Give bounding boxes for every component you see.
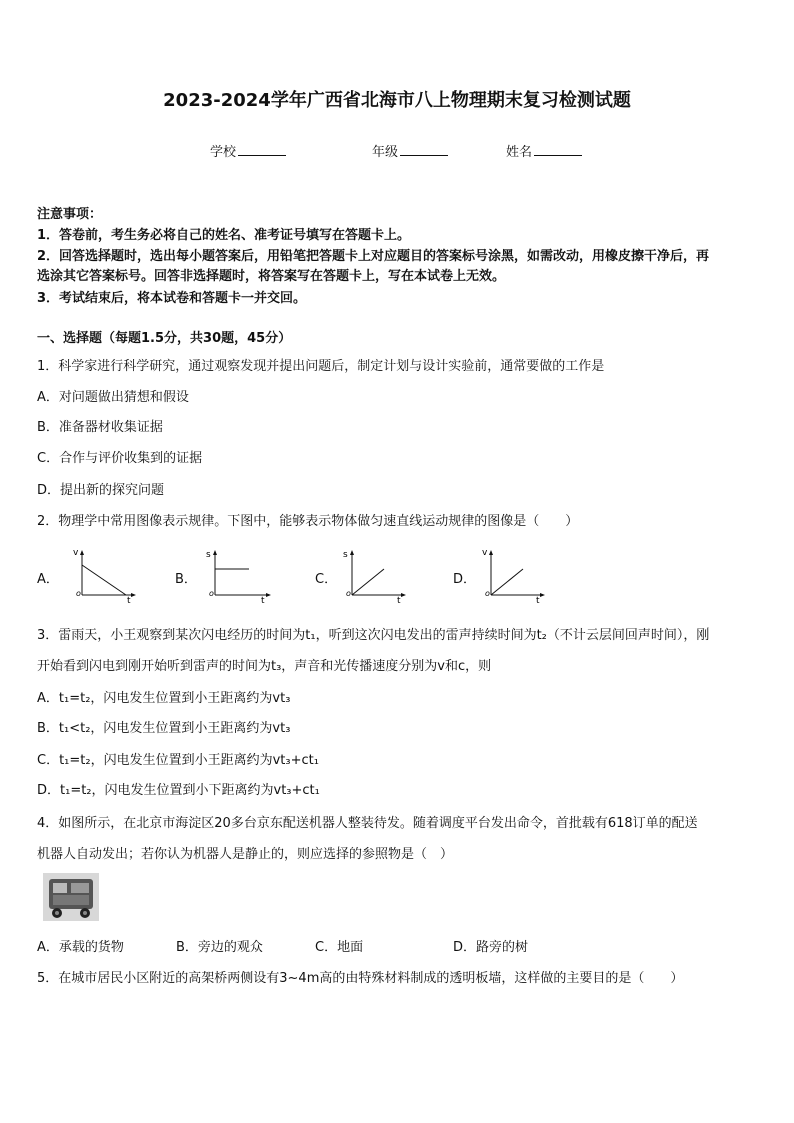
q4-stem-line1: 4．如图所示，在北京市海淀区20多台京东配送机器人整装待发。随着调度平台发出命令，首批载有618订单的配送	[37, 816, 698, 831]
name-blank	[534, 143, 582, 156]
name-field	[506, 141, 582, 160]
q2-graph-a	[70, 545, 142, 605]
q2-option-a: A．	[37, 572, 59, 587]
grade-label: 年级	[372, 145, 399, 160]
q1-stem: 1．科学家进行科学研究，通过观察发现并提出问题后，制定计划与设计实验前，通常要做的工作是	[37, 359, 605, 374]
q2-graph-d-xlabel: t	[536, 596, 540, 605]
section-heading: 一、选择题（每题1.5分，共30题，45分）	[37, 331, 292, 346]
q3-option-d: D．t₁=t₂，闪电发生位置到小下距离约为vt₃+ct₁	[37, 783, 320, 798]
q4-stem-line2: 机器人自动发出；若你认为机器人是静止的，则应选择的参照物是（ ）	[37, 847, 454, 862]
grade-blank	[400, 143, 448, 156]
school-blank	[238, 143, 286, 156]
school-label: 学校	[210, 145, 237, 160]
q4-option-c: C．地面	[315, 940, 364, 955]
q2-option-c: C．	[315, 572, 338, 587]
note-item: 2．回答选择题时，选出每小题答案后，用铅笔把答题卡上对应题目的答案标号涂黑，如需改动，用橡皮擦干净后，再	[37, 249, 710, 264]
notes-heading: 注意事项：	[37, 207, 103, 222]
q2-graph-c-origin: o	[346, 589, 351, 598]
q2-option-b: B．	[175, 572, 197, 587]
q1-option-d: D．提出新的探究问题	[37, 483, 165, 498]
q2-graph-d-ylabel: v	[482, 548, 488, 558]
q4-option-a: A．承载的货物	[37, 940, 124, 955]
q4-option-b: B．旁边的观众	[176, 940, 263, 955]
q2-graph-c	[340, 545, 415, 605]
delivery-robot-image	[43, 873, 99, 921]
q3-option-b: B．t₁<t₂，闪电发生位置到小王距离约为vt₃	[37, 721, 291, 736]
q3-stem-line1: 3．雷雨天，小王观察到某次闪电经历的时间为t₁，听到这次闪电发出的雷声持续时间为t₂（不计云层间回声时间），刚	[37, 628, 710, 643]
q2-graph-a-xlabel: t	[127, 596, 131, 605]
q2-graph-d-origin: o	[485, 589, 490, 598]
q2-graph-a-ylabel: v	[73, 548, 79, 558]
q2-graph-d	[479, 545, 554, 605]
note-item: 选涂其它答案标号。回答非选择题时，将答案写在答题卡上，写在本试卷上无效。	[37, 269, 506, 284]
note-item: 1．答卷前，考生务必将自己的姓名、准考证号填写在答题卡上。	[37, 228, 411, 243]
q1-option-a: A．对问题做出猜想和假设	[37, 390, 189, 405]
q3-option-c: C．t₁=t₂，闪电发生位置到小王距离约为vt₃+ct₁	[37, 753, 319, 768]
q5-stem: 5．在城市居民小区附近的高架桥两侧设有3~4m高的由特殊材料制成的透明板墙，这样做的主要目的是（ ）	[37, 971, 684, 986]
q2-graph-b-ylabel: s	[206, 550, 211, 560]
q4-option-d: D．路旁的树	[453, 940, 529, 955]
name-label: 姓名	[506, 145, 533, 160]
q2-graph-b-xlabel: t	[261, 596, 265, 605]
q2-graph-a-origin: o	[76, 589, 81, 598]
q2-graph-b	[203, 545, 278, 605]
q2-graph-b-origin: o	[209, 589, 214, 598]
q1-option-c: C．合作与评价收集到的证据	[37, 451, 203, 466]
q2-option-d: D．	[453, 572, 477, 587]
grade-field	[372, 141, 448, 160]
school-field	[210, 141, 286, 160]
q2-stem: 2．物理学中常用图像表示规律。下图中，能够表示物体做匀速直线运动规律的图像是（ ）	[37, 514, 579, 529]
q1-option-b: B．准备器材收集证据	[37, 420, 163, 435]
q2-graph-c-ylabel: s	[343, 550, 348, 560]
page-title: 2023-2024学年广西省北海市八上物理期末复习检测试题	[163, 90, 631, 111]
q3-option-a: A．t₁=t₂，闪电发生位置到小王距离约为vt₃	[37, 691, 291, 706]
q3-stem-line2: 开始看到闪电到刚开始听到雷声的时间为t₃，声音和光传播速度分别为v和c，则	[37, 659, 492, 674]
note-item: 3．考试结束后，将本试卷和答题卡一并交回。	[37, 291, 307, 306]
q2-graph-c-xlabel: t	[397, 596, 401, 605]
